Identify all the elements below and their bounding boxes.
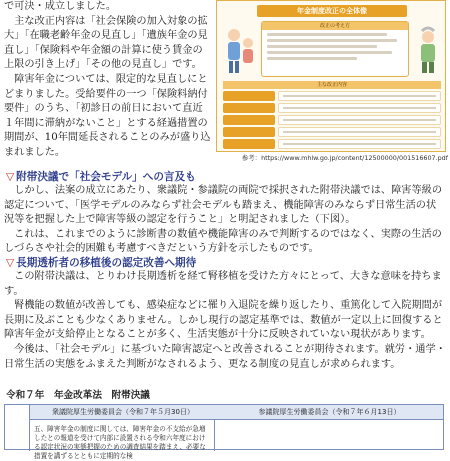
section2-paragraph-2: 腎機能の数値が改善しても、感染症などに罹り入退院を繰り返したり、重篤化して入院期間が長期に及ぶことも少なくありません。しかし現行の認定基準では、数値が一定以上に回復すると障害年金が支給停止となることが多く、生活実態が十分に反映されていない現状があります。	[4, 300, 443, 341]
change-row	[223, 91, 441, 101]
change-row	[223, 127, 441, 137]
section2-paragraph-3: 今後は、「社会モデル」に基づいた障害認定へと改善されることが期待されます。就労・通学・日常生活の実態をふまえた判断がなされるよう、更なる制度の見直しが求められます。	[4, 343, 446, 370]
change-row	[223, 115, 441, 125]
change-row	[223, 139, 441, 149]
pension-reform-figure	[216, 0, 446, 152]
table-cell-blank	[5, 419, 29, 451]
figure-title: 年金制度改正の全体像	[257, 5, 407, 17]
people-illustration-icon	[223, 21, 257, 77]
table-cell-resolution-text: 五、障害年金の制度に関しては、障害年金の不支給が急増したとの報道を受けて内部に設置される令和六年度における認定状況の実態把握のための調査結果を踏まえ、必要な措置を講ずるとともに定期的な検	[29, 419, 215, 451]
section1-heading: ▽ 附帯決議で「社会モデル」への言及も	[6, 171, 196, 183]
table-cell-blank	[216, 419, 443, 451]
table-header-house-of-councillors: 参議院厚生労働委員会（令和７年６月13日）	[216, 405, 443, 420]
figure-caption: 参考：https://www.mhlw.go.jp/content/12500000/001516607.pdf	[241, 154, 448, 162]
supplementary-resolution-table	[4, 404, 444, 460]
section2-body	[4, 270, 446, 372]
triangle-bullet-icon: ▽	[6, 171, 15, 183]
change-row	[223, 103, 441, 113]
main-changes-rows	[223, 91, 441, 151]
reform-concept-box	[261, 21, 409, 77]
section1-paragraph: しかし、法案の成立にあたり、衆議院・参議院の両院で採択された附帯決議では、障害等級の認定について、「医学モデルのみならず社会モデルも踏まえ、機能障害のみならず日常生活の状況等を把握した上で障害等級の認定を行うこと」と明記されました（下図）。	[4, 185, 443, 226]
paragraph-disability-pension: 障害年金については、限定的な見直しにとどまりました。受給要件の一つ「保険料納付要件」のうち、「初診日の前日において直近１年間に滞納がないこと」とする経過措置の期間が、10年間延長されることのみが盛り込まれました。	[4, 73, 211, 158]
elderly-person-illustration-icon	[413, 21, 443, 77]
paragraph-main-changes: 主な改正内容は「社会保険の加入対象の拡大」「在職老齢年金の見直し」「遺族年金の見直し」「保険料や年金額の計算に使う賃金の上限の引き上げ」「その他の見直し」です。	[4, 15, 208, 71]
table-title: 令和７年 年金改革法 附帯決議	[6, 390, 150, 401]
section1-paragraph-2: これは、これまでのように診断書の数値や機能障害のみで判断するのではなく、実際の生活のしづらさや社会的困難も考慮すべきだという方針を示したものです。	[4, 228, 442, 255]
paragraph-intro: で可決・成立しました。	[4, 1, 117, 12]
section2-paragraph: この附帯決議は、とりわけ長期透析を経て腎移植を受けた方々にとって、大きな意味を持ちます。	[4, 271, 442, 297]
table-header-house-of-representatives: 衆議院厚生労働委員会（令和７年５月30日）	[29, 405, 217, 420]
left-text-column	[4, 0, 212, 161]
section2-heading: ▽ 長期透析者の移植後の認定改善へ期待	[6, 257, 197, 269]
reform-concept-header: 改正の考え方	[262, 22, 408, 30]
main-changes-header: 主な改正内容	[223, 81, 441, 89]
section1-body	[4, 184, 446, 257]
triangle-bullet-icon: ▽	[6, 257, 15, 269]
